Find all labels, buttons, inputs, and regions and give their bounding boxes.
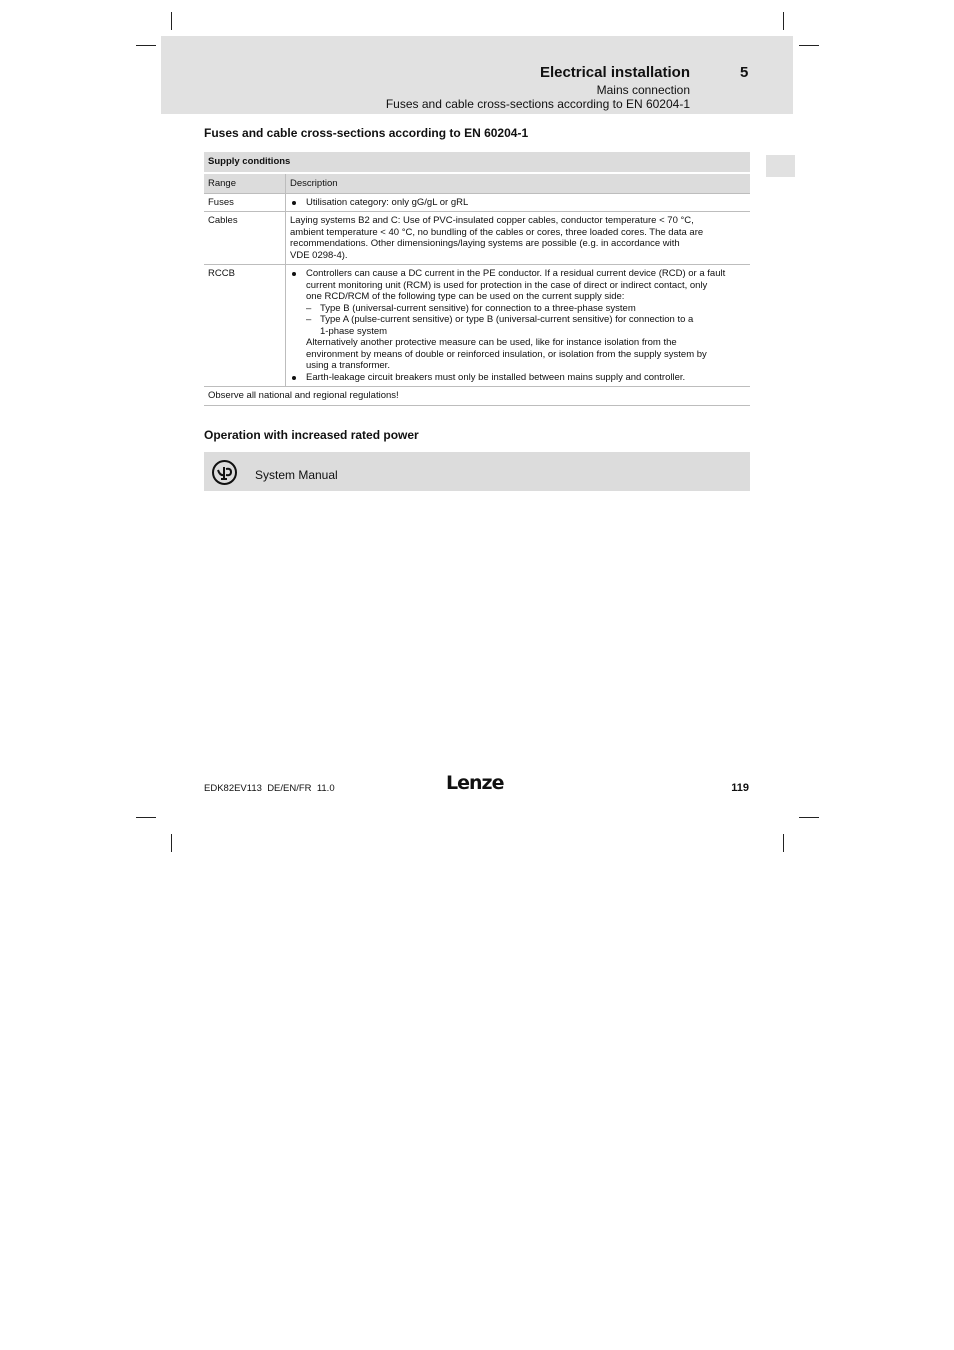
cables-text-line: ambient temperature < 40 °C, no bundling of the cables or cores, three loaded cores. The data are: [290, 226, 704, 238]
rccb-bullet-2: Earth-leakage circuit breakers must only be installed between mains supply and controller.: [290, 372, 746, 384]
manual-reference-box: [204, 452, 750, 491]
row-label-cables: Cables: [204, 212, 286, 264]
crop-mark: [783, 834, 784, 852]
footer-document-id: EDK82EV113 DE/EN/FR 11.0: [204, 783, 335, 794]
section-heading-fuses: Fuses and cable cross-sections according to EN 60204-1: [204, 126, 529, 140]
chapter-side-tab: [766, 155, 795, 177]
crop-mark: [136, 45, 156, 46]
rccb-text-line: one RCD/RCM of the following type can be used on the current supply side:: [306, 291, 625, 302]
supply-conditions-table: [204, 152, 750, 406]
section-heading-increased-power: Operation with increased rated power: [204, 428, 419, 442]
table-footer-note: Observe all national and regional regulations!: [204, 387, 750, 406]
chapter-title: Electrical installation: [539, 64, 690, 81]
rccb-text-line: Alternatively another protective measure can be used, like for instance isolation from the: [306, 337, 677, 348]
rccb-bullet-1: [290, 268, 746, 303]
manual-reference-text: System Manual: [255, 468, 338, 482]
row-label-fuses: Fuses: [204, 194, 286, 212]
rccb-text-line: Controllers can cause a DC current in the PE conductor. If a residual current device (RCD) or a fault: [306, 268, 726, 279]
table-row-cables: [204, 212, 750, 265]
manual-reference-icon: [211, 459, 238, 486]
rccb-dash-item-2: [290, 314, 746, 337]
table-title: Supply conditions: [204, 152, 750, 172]
rccb-text-line: – Type A (pulse-current sensitive) or type B (universal-current sensitive) for connection to a: [320, 314, 694, 325]
table-row-rccb: [204, 265, 750, 387]
cables-text-line: Laying systems B2 and C: Use of PVC-insulated copper cables, conductor temperature < 70 °C,: [290, 215, 694, 226]
column-header-description: Description: [290, 178, 338, 189]
table-row-fuses: [204, 194, 750, 213]
cables-text-line: recommendations. Other dimensionings/laying systems are possible (e.g. in accordance with: [290, 238, 680, 249]
crop-mark: [136, 817, 156, 818]
crop-mark: [171, 834, 172, 852]
chapter-number: 5: [740, 64, 749, 81]
rccb-alternative-text: [290, 337, 746, 372]
page-number: 119: [731, 782, 749, 794]
rccb-dash-item-1: – Type B (universal-current sensitive) for connection to a three-phase system: [290, 303, 746, 315]
header-subtitle-2: Fuses and cable cross-sections according to EN 60204-1: [385, 97, 690, 111]
rccb-text-line: 1-phase system: [320, 325, 388, 337]
rccb-text-line: using a transformer.: [306, 360, 390, 371]
lenze-logo: Lenze: [446, 772, 504, 794]
row-label-rccb: RCCB: [204, 265, 286, 386]
table-header-row: [204, 174, 750, 194]
crop-mark: [799, 817, 819, 818]
fuses-bullet: Utilisation category: only gG/gL or gRL: [290, 197, 746, 209]
crop-mark: [799, 45, 819, 46]
column-header-range: Range: [204, 174, 286, 193]
header-subtitle-1: Mains connection: [596, 83, 690, 97]
cables-text-line: VDE 0298-4).: [290, 249, 348, 261]
crop-mark: [171, 12, 172, 30]
rccb-text-line: environment by means of double or reinforced insulation, or isolation from the supply system by: [306, 348, 707, 360]
rccb-text-line: current monitoring unit (RCM) is used for protection in the case of direct or indirect contact, only: [306, 279, 708, 291]
crop-mark: [783, 12, 784, 30]
